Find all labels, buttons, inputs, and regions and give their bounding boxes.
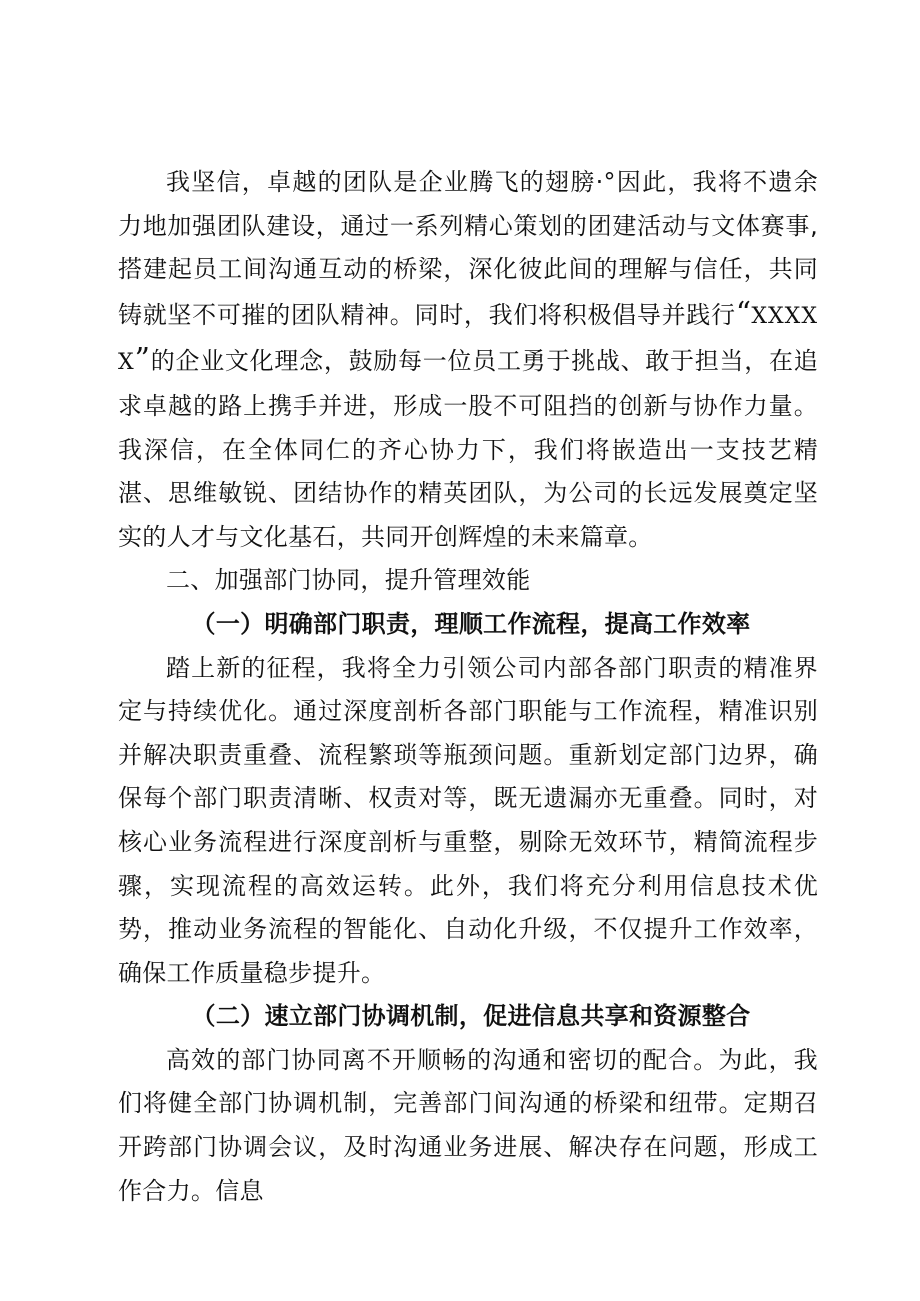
document-body (118, 161, 818, 1213)
paragraph-coordination-mechanism: 高效的部门协同离不开顺畅的沟通和密切的配合。为此，我们将健全部门协调机制，完善部门间沟通的桥梁和纽带。定期召开跨部门协调会议，及时沟通业务进展、解决存在问题，形成工作合力。信息 (118, 1045, 818, 1205)
open-quote-mark: “ (735, 295, 752, 331)
paragraph-1-text-start: 我坚信，卓越的团队是企业腾飞的翅膀·°因此，我将不遗余力地加强团队建设，通过一系列精心策划的团建活动与文体赛事,搭建起员工间沟通互动的桥梁，深化彼此间的理解与信任，共同铸就坚不可摧的团队精神。同时，我们将积极倡导并践行 (118, 168, 818, 329)
paragraph-department-duties: 踏上新的征程，我将全力引领公司内部各部门职责的精准界定与持续优化。通过深度剖析各部门职能与工作流程，精准识别并解决职责重叠、流程繁琐等瓶颈问题。重新划定部门边界，确保每个部门职责清晰、权责对等，既无遗漏亦无重叠。同时，对核心业务流程进行深度剖析与重整，剔除无效环节，精简流程步骤，实现流程的高效运转。此外，我们将充分利用信息技术优势，推动业务流程的智能化、自动化升级，不仅提升工作效率，确保工作质量稳步提升。 (118, 653, 818, 987)
subsection-2-heading: （二）速立部门协调机制，促进信息共享和资源整合 (191, 1002, 751, 1031)
section-2-heading: 二、加强部门协同，提升管理效能 (166, 566, 531, 595)
subsection-1-heading: （一）明确部门职责，理顺工作流程，提高工作效率 (191, 609, 751, 638)
culture-code-placeholder: XXXXX (118, 303, 818, 376)
close-quote-mark: ” (134, 342, 151, 378)
paragraph-team-building (118, 161, 818, 559)
paragraph-1-text-end: 的企业文化理念，鼓励每一位员工勇于挑战、敢于担当，在追求卓越的路上携手并进，形成一股不可阻挡的创新与协作力量。我深信，在全体同仁的齐心协力下，我们将嵌造出一支技艺精湛、思维敏锐、团结协作的精英团队，为公司的长远发展奠定坚实的人才与文化基石，共同开创辉煌的未来篇章。 (118, 347, 818, 551)
